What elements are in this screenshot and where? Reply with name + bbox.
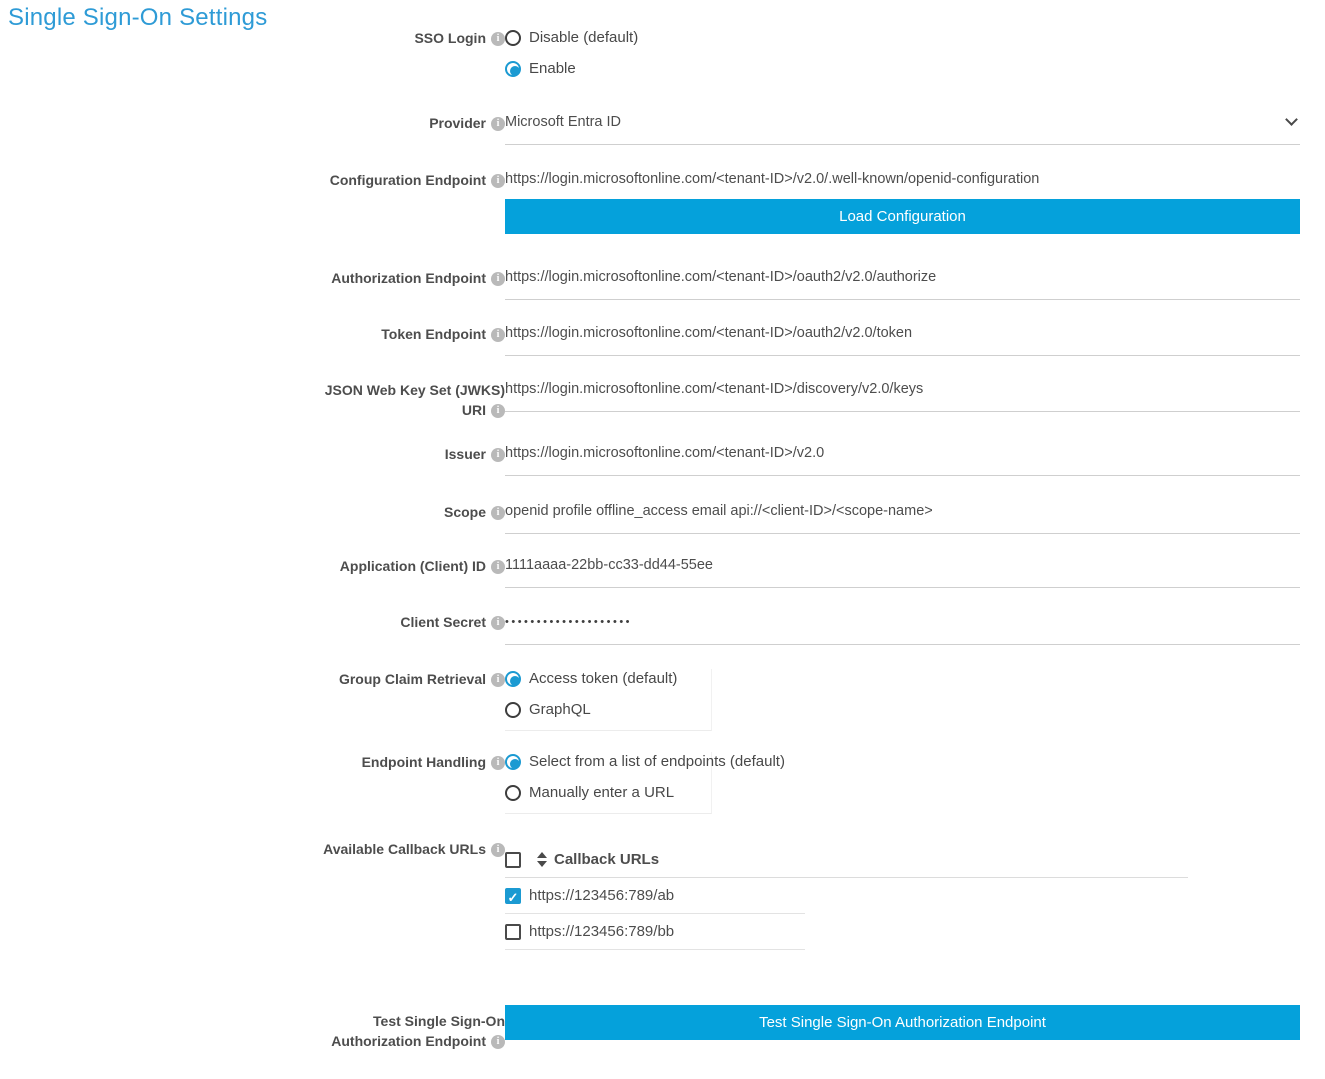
configuration-endpoint-field (505, 170, 1300, 234)
sort-ascending-icon (537, 852, 547, 858)
jwks-uri-label-cell (0, 380, 505, 420)
provider-selected-value: Microsoft Entra ID (505, 114, 622, 130)
callback-url-row[interactable] (505, 878, 805, 914)
available-callback-urls-label-cell (0, 839, 505, 859)
info-icon[interactable] (491, 32, 505, 46)
masked-secret-value: •••••••••••••••••••• (505, 616, 633, 628)
jwks-uri-field (505, 380, 1300, 412)
token-endpoint-row (0, 324, 1325, 356)
info-icon[interactable] (491, 174, 505, 188)
radio-unselected-icon[interactable] (505, 702, 521, 718)
scope-field (505, 502, 1300, 534)
radio-option-label: Select from a list of endpoints (default) (529, 753, 785, 770)
application-client-id-input[interactable]: 1111aaaa-22bb-cc33-dd44-55ee (505, 556, 1300, 588)
sso-login-field (505, 28, 1300, 79)
sso-login-label: SSO Login (414, 30, 486, 46)
callback-url-row[interactable] (505, 914, 805, 950)
radio-option-label: Disable (default) (529, 29, 639, 46)
configuration-endpoint-label-cell (0, 170, 505, 190)
info-icon[interactable] (491, 448, 505, 462)
token-endpoint-input[interactable]: https://login.microsoftonline.com/<tenant-ID>/oauth2/v2.0/token (505, 324, 1300, 356)
authorization-endpoint-input[interactable]: https://login.microsoftonline.com/<tenant-ID>/oauth2/v2.0/authorize (505, 268, 1300, 300)
available-callback-urls-field (505, 839, 1300, 950)
sso-login-option-enable[interactable] (505, 59, 1300, 79)
sso-login-option-disable[interactable] (505, 28, 1300, 48)
configuration-endpoint-row (0, 170, 1325, 234)
test-sso-field (505, 1005, 1300, 1040)
provider-row (0, 113, 1325, 145)
issuer-label: Issuer (444, 446, 486, 462)
endpoint-handling-field (505, 752, 1300, 814)
select-all-checkbox[interactable] (505, 852, 521, 868)
scope-label: Scope (443, 504, 486, 520)
info-icon[interactable] (491, 506, 505, 520)
issuer-label-cell (0, 444, 505, 464)
group-claim-retrieval-label: Group Claim Retrieval (338, 671, 486, 687)
available-callback-urls-label: Available Callback URLs (323, 841, 486, 857)
radio-unselected-icon[interactable] (505, 785, 521, 801)
application-client-id-label: Application (Client) ID (339, 558, 486, 574)
application-client-id-row (0, 556, 1325, 588)
provider-label-cell (0, 113, 505, 133)
sort-icon[interactable] (537, 852, 547, 867)
info-icon[interactable] (491, 1035, 505, 1049)
radio-option-label: GraphQL (529, 701, 591, 718)
radio-option-label: Manually enter a URL (529, 784, 675, 801)
info-icon[interactable] (491, 616, 505, 630)
scope-label-cell (0, 502, 505, 522)
info-icon[interactable] (491, 560, 505, 574)
client-secret-field (505, 612, 1300, 645)
jwks-uri-input[interactable]: https://login.microsoftonline.com/<tenant-ID>/discovery/v2.0/keys (505, 380, 1300, 412)
jwks-uri-label: JSON Web Key Set (JWKS) URI (324, 382, 505, 418)
info-icon[interactable] (491, 756, 505, 770)
radio-selected-icon[interactable] (505, 671, 521, 687)
client-secret-label-cell (0, 612, 505, 632)
authorization-endpoint-row (0, 268, 1325, 300)
authorization-endpoint-label-cell (0, 268, 505, 288)
group-claim-option-access-token[interactable] (505, 669, 711, 689)
page-title: Single Sign-On Settings (8, 4, 268, 31)
scope-row (0, 502, 1325, 534)
authorization-endpoint-label: Authorization Endpoint (331, 270, 486, 286)
group-claim-retrieval-label-cell (0, 669, 505, 689)
scope-input[interactable]: openid profile offline_access email api://<client-ID>/<scope-name> (505, 502, 1300, 534)
endpoint-handling-option-manual-url[interactable] (505, 783, 711, 803)
group-claim-retrieval-row (0, 669, 1325, 731)
token-endpoint-label-cell (0, 324, 505, 344)
available-callback-urls-row (0, 839, 1325, 950)
info-icon[interactable] (491, 117, 505, 131)
test-sso-row (0, 1005, 1325, 1051)
application-client-id-field (505, 556, 1300, 588)
client-secret-input[interactable] (505, 612, 1300, 645)
sort-descending-icon (537, 861, 547, 867)
endpoint-handling-label-cell (0, 752, 505, 772)
chevron-down-icon (1285, 113, 1298, 126)
issuer-row (0, 444, 1325, 476)
token-endpoint-label: Token Endpoint (381, 326, 486, 342)
radio-unselected-icon[interactable] (505, 30, 521, 46)
callback-urls-table (505, 851, 1300, 950)
info-icon[interactable] (491, 404, 505, 418)
checkbox-unchecked-icon[interactable] (505, 924, 521, 940)
token-endpoint-field (505, 324, 1300, 356)
issuer-field (505, 444, 1300, 476)
jwks-uri-row (0, 380, 1325, 420)
sso-login-radio-group (505, 28, 1300, 79)
test-sso-label: Test Single Sign-On Authorization Endpoint (331, 1013, 505, 1049)
provider-label: Provider (429, 115, 486, 131)
group-claim-retrieval-field (505, 669, 1300, 731)
sso-login-row (0, 28, 1325, 79)
endpoint-handling-option-select-list[interactable] (505, 752, 785, 772)
configuration-endpoint-label: Configuration Endpoint (329, 172, 486, 188)
endpoint-handling-radio-group (505, 752, 785, 814)
application-client-id-label-cell (0, 556, 505, 576)
radio-selected-icon[interactable] (505, 61, 521, 77)
callback-urls-column-header: Callback URLs (554, 851, 660, 868)
info-icon[interactable] (491, 272, 505, 286)
callback-urls-table-header (505, 851, 1188, 878)
checkbox-checked-icon[interactable] (505, 888, 521, 904)
endpoint-handling-label: Endpoint Handling (361, 754, 486, 770)
client-secret-row (0, 612, 1325, 645)
info-icon[interactable] (491, 328, 505, 342)
endpoint-handling-row (0, 752, 1325, 814)
group-claim-option-graphql[interactable] (505, 700, 711, 720)
radio-selected-icon[interactable] (505, 754, 521, 770)
issuer-input[interactable]: https://login.microsoftonline.com/<tenant-ID>/v2.0 (505, 444, 1300, 476)
callback-url-value: https://123456:789/bb (529, 923, 675, 940)
provider-select[interactable] (505, 113, 1300, 145)
radio-option-label: Access token (default) (529, 670, 678, 687)
configuration-endpoint-input[interactable]: https://login.microsoftonline.com/<tenant-ID>/v2.0/.well-known/openid-configuration (505, 171, 1040, 187)
test-sso-authorization-endpoint-button[interactable]: Test Single Sign-On Authorization Endpoint (505, 1005, 1300, 1040)
info-icon[interactable] (491, 843, 505, 857)
client-secret-label: Client Secret (400, 614, 486, 630)
authorization-endpoint-field (505, 268, 1300, 300)
radio-option-label: Enable (529, 60, 576, 77)
load-configuration-button[interactable]: Load Configuration (505, 199, 1300, 234)
provider-field (505, 113, 1300, 145)
group-claim-retrieval-radio-group (505, 669, 712, 731)
test-sso-label-cell (0, 1011, 505, 1051)
callback-url-value: https://123456:789/ab (529, 887, 675, 904)
info-icon[interactable] (491, 673, 505, 687)
